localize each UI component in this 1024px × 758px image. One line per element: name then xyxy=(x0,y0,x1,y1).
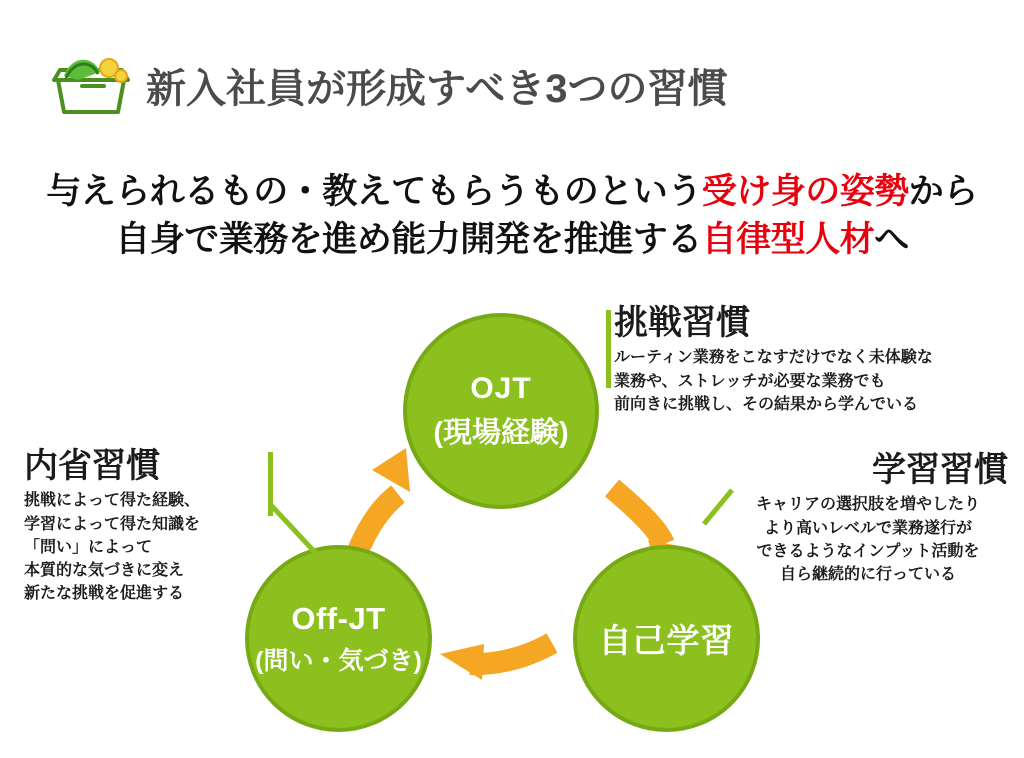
cycle-node-ojt-line2: (現場経験) xyxy=(433,416,569,449)
annotation-learning-body-line-1: キャリアの選択肢を増やしたり xyxy=(755,496,980,514)
annotation-challenge xyxy=(614,305,1014,416)
annotation-reflection-body-line-4: 本質的な気づきに変え xyxy=(24,561,185,579)
annotation-challenge-body-line-1: ルーティン業務をこなすだけでなく未体験な xyxy=(614,349,933,367)
lead-line2-part-b: へ xyxy=(874,220,909,260)
money-box-icon xyxy=(48,52,134,118)
annotation-learning-body-line-2: より高いレベルで業務遂行が xyxy=(763,519,972,537)
lead-copy xyxy=(0,168,1024,265)
cycle-node-self-learning-line1: 自己学習 xyxy=(598,622,735,659)
cycle-node-ojt[interactable] xyxy=(403,313,599,509)
lead-line-1 xyxy=(0,168,1024,216)
lead-line-2 xyxy=(0,216,1024,264)
annotation-challenge-body-line-3: 前向きに挑戦し、その結果から学んでいる xyxy=(614,395,919,413)
cycle-node-off-jt-line2: (問い・気づき) xyxy=(255,646,422,675)
slide-header xyxy=(48,52,727,118)
annotation-learning-title: 学習習慣 xyxy=(872,451,1008,489)
lead-line1-highlight: 受け身の姿勢 xyxy=(701,172,909,211)
challenge-rule xyxy=(606,310,611,388)
annotation-challenge-body xyxy=(614,346,1014,416)
annotation-learning-body-line-4: 自ら継続的に行っている xyxy=(779,565,956,583)
lead-line2-highlight: 自律型人材 xyxy=(701,220,875,260)
annotation-reflection-body-line-2: 学習によって得た知識を xyxy=(24,515,201,533)
annotation-reflection-body-line-5: 新たな挑戦を促進する xyxy=(24,585,185,603)
annotation-reflection-body xyxy=(24,489,274,605)
annotation-reflection xyxy=(24,448,274,605)
arrow-offjt-to-ojt xyxy=(356,448,410,556)
annotation-learning xyxy=(718,452,1018,586)
lead-line2-part-a: 自身で業務を進め能力開発を推進する xyxy=(115,220,702,260)
arrow-selflearning-to-offjt xyxy=(440,643,552,680)
annotation-reflection-body-line-3: 「問い」によって xyxy=(24,538,153,556)
annotation-reflection-title: 内省習慣 xyxy=(24,447,160,485)
annotation-challenge-title: 挑戦習慣 xyxy=(614,304,750,342)
annotation-challenge-body-line-2: 業務や、ストレッチが必要な業務でも xyxy=(614,372,886,390)
annotation-learning-body-line-3: できるようなインプット活動を xyxy=(756,542,980,560)
annotation-reflection-body-line-1: 挑戦によって得た経験、 xyxy=(24,492,201,510)
page-title: 新入社員が形成すべき3つの習慣 xyxy=(146,66,728,111)
annotation-learning-body xyxy=(718,493,1018,586)
cycle-node-off-jt-line1: Off-JT xyxy=(291,600,386,636)
lead-line1-part-a: 与えられるもの・教えてもらうものという xyxy=(46,172,702,211)
cycle-node-ojt-line1: OJT xyxy=(470,371,532,405)
lead-line1-part-b: から xyxy=(908,172,978,211)
